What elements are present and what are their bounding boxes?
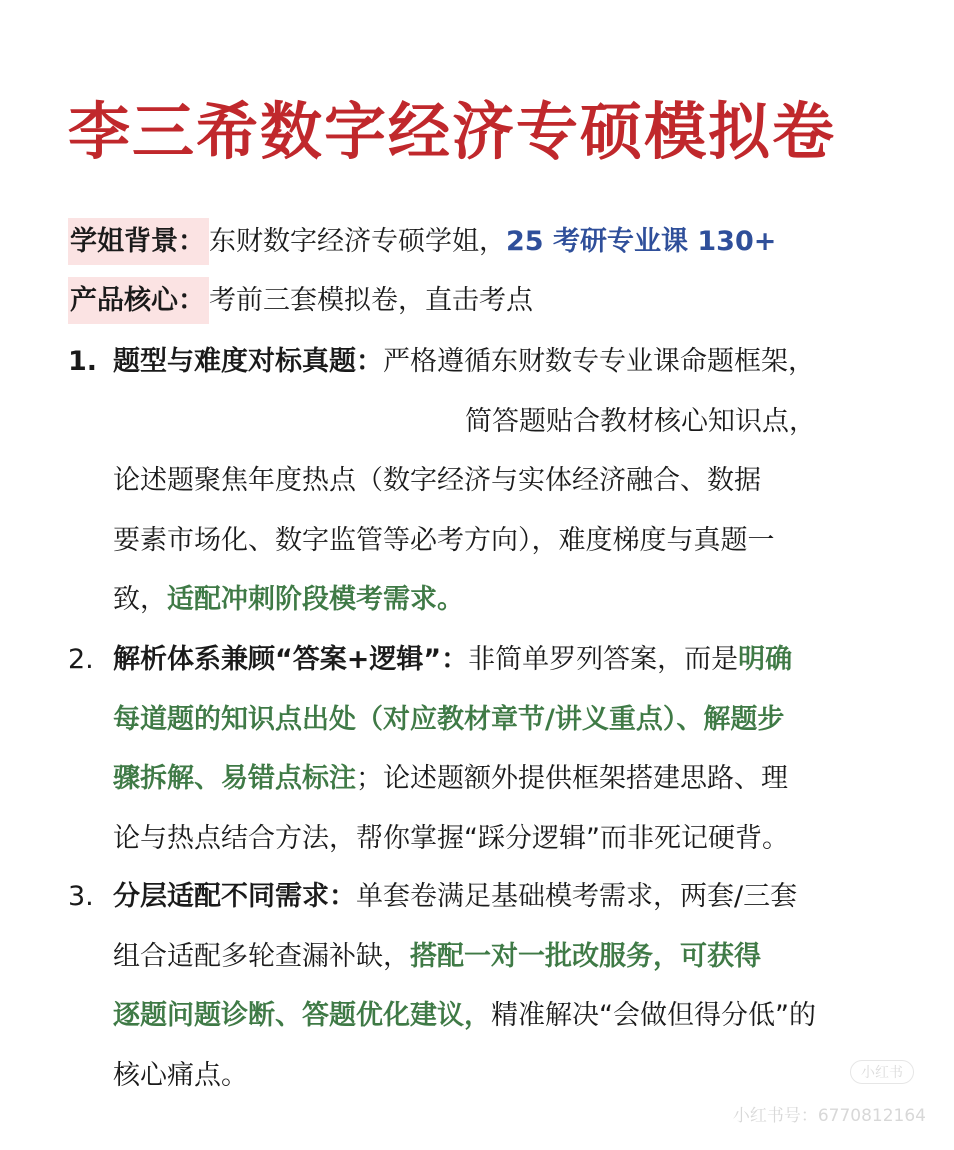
item-1-text: 简答题贴合教材核心知识点， [465, 405, 816, 437]
item-1-body [113, 332, 816, 630]
item-2-line-1 [113, 630, 792, 690]
item-2-heading: 解析体系兼顾“答案+逻辑”： [113, 644, 469, 675]
item-2-number: 2. [68, 644, 94, 675]
item-3-body [113, 867, 816, 1105]
item-2-line-3 [113, 749, 792, 809]
item-2-green: 骤拆解、易错点标注 [113, 763, 356, 794]
item-1-green: 适配冲刺阶段模考需求。 [167, 584, 464, 615]
background-row [68, 222, 776, 262]
core-row [68, 281, 533, 321]
item-2-line-4 [113, 809, 792, 869]
item-3-text: 组合适配多轮查漏补缺， [113, 940, 410, 972]
item-3-text: 核心痛点。 [113, 1059, 248, 1091]
item-3-text: 单套卷满足基础模考需求，两套/三套 [356, 881, 798, 912]
item-2-body [113, 630, 792, 868]
item-1-text: 致， [113, 584, 167, 615]
item-1-line-2 [113, 392, 816, 452]
background-text: 东财数字经济专硕学姐， [209, 226, 506, 257]
background-highlight: 25 考研专业课 130+ [506, 226, 777, 257]
core-label: 产品核心： [68, 277, 209, 324]
watermark-text: 小红书号：6770812164 [732, 1106, 926, 1126]
item-3-line-3 [113, 986, 816, 1046]
item-1-number: 1. [68, 346, 98, 377]
item-1-line-3 [113, 451, 816, 511]
item-1-heading: 题型与难度对标真题： [113, 346, 383, 377]
page-title: 李三希数字经济专硕模拟卷 [68, 95, 837, 168]
item-2-line-2 [113, 690, 792, 750]
item-3-line-1 [113, 867, 816, 927]
item-2-green: 每道题的知识点出处（对应教材章节/讲义重点）、解题步 [113, 703, 785, 735]
item-3-number: 3. [68, 881, 94, 912]
item-3-green: 逐题问题诊断、答题优化建议， [113, 1000, 491, 1031]
item-3-line-4 [113, 1046, 816, 1106]
item-3-text: 精准解决“会做但得分低”的 [491, 1000, 816, 1031]
core-text: 考前三套模拟卷，直击考点 [209, 285, 533, 316]
item-2-text: ；论述题额外提供框架搭建思路、理 [356, 763, 788, 794]
item-2-text: 非简单罗列答案，而是 [468, 644, 739, 675]
item-1-text: 论述题聚焦年度热点（数字经济与实体经济融合、数据 [113, 465, 761, 496]
item-3-green: 搭配一对一批改服务，可获得 [410, 940, 761, 972]
item-1-text: 要素市场化、数字监管等必考方向），难度梯度与真题一 [113, 524, 775, 556]
item-3-heading: 分层适配不同需求： [113, 881, 356, 912]
watermark-badge: 小红书 [850, 1060, 914, 1084]
item-2-text: 论与热点结合方法，帮你掌握“踩分逻辑”而非死记硬背。 [113, 822, 789, 854]
item-2-green: 明确 [738, 644, 793, 675]
item-3-line-2 [113, 927, 816, 987]
item-1-text: 严格遵循东财数专专业课命题框架， [383, 346, 815, 377]
item-1-line-4 [113, 511, 816, 571]
item-1-line-5 [113, 570, 816, 630]
item-1-line-1 [113, 332, 816, 392]
background-label: 学姐背景： [68, 218, 209, 265]
